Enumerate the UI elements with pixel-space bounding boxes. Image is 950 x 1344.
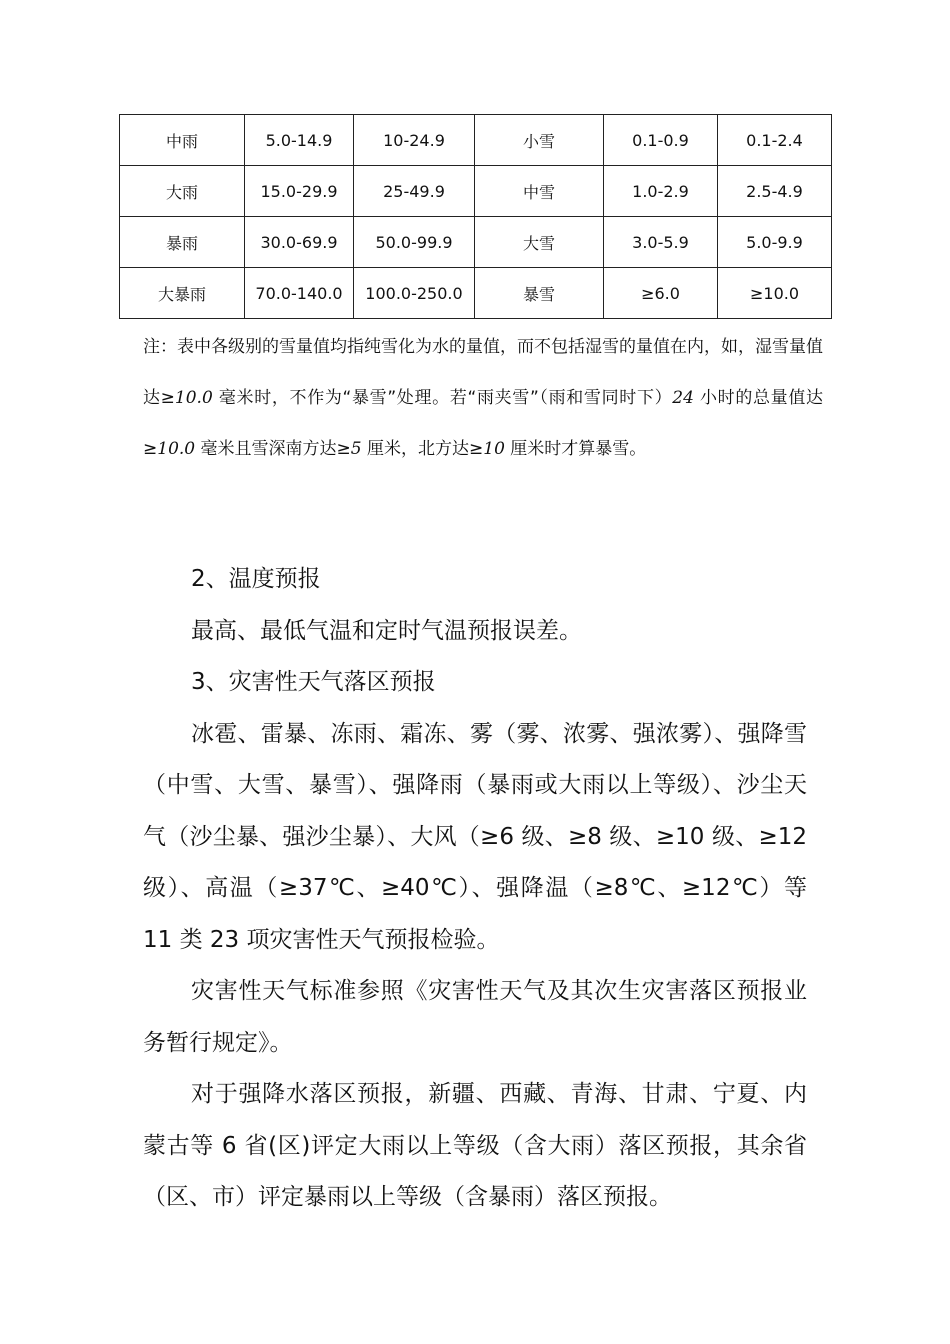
note-text-2: 毫米时，不作为“暴雪”处理。若“雨夹雪”（雨和雪同时下） <box>212 388 673 408</box>
table-cell: 30.0-69.9 <box>245 217 354 268</box>
table-cell: ≥10.0 <box>718 268 832 319</box>
table-cell: ≥6.0 <box>604 268 718 319</box>
table-cell: 1.0-2.9 <box>604 166 718 217</box>
note-number-3: 10.0 <box>157 439 196 459</box>
table-row <box>120 115 832 166</box>
table-cell: 大雨 <box>120 166 245 217</box>
paragraph-heavy-rain-area: 对于强降水落区预报，新疆、西藏、青海、甘肃、宁夏、内蒙古等 6 省(区)评定大雨以上等级（含大雨）落区预报，其余省（区、市）评定暴雨以上等级（含暴雨）落区预报。 <box>143 1081 807 1210</box>
table-cell: 5.0-14.9 <box>245 115 354 166</box>
note-number-4: 5 <box>350 439 362 459</box>
table-cell: 中雪 <box>475 166 604 217</box>
table-cell: 100.0-250.0 <box>354 268 475 319</box>
table-cell: 25-49.9 <box>354 166 475 217</box>
note-number-1: 10.0 <box>174 388 213 408</box>
table-cell: 大暴雨 <box>120 268 245 319</box>
table-cell: 15.0-29.9 <box>245 166 354 217</box>
precipitation-grade-table <box>119 114 832 319</box>
note-text-1: 注：表中各级别的雪量值均指纯雪化为水的量值，而不包括湿雪的量值在内，如，湿雪量值达≥ <box>143 337 823 408</box>
paragraph-standard-reference: 灾害性天气标准参照《灾害性天气及其次生灾害落区预报业务暂行规定》。 <box>143 978 807 1056</box>
note-text-4: 毫米且雪深南方达≥ <box>195 439 351 459</box>
table-cell: 0.1-2.4 <box>718 115 832 166</box>
document-body <box>143 554 807 1224</box>
section-3-heading: 3、灾害性天气落区预报 <box>191 669 436 695</box>
section-2-heading: 2、温度预报 <box>191 566 321 592</box>
table-cell: 70.0-140.0 <box>245 268 354 319</box>
table-cell: 暴雪 <box>475 268 604 319</box>
table-cell: 大雪 <box>475 217 604 268</box>
table-row <box>120 268 832 319</box>
note-text-6: 厘米时才算暴雪。 <box>504 439 647 459</box>
section-2-text: 最高、最低气温和定时气温预报误差。 <box>191 617 582 644</box>
table-cell: 2.5-4.9 <box>718 166 832 217</box>
table-row <box>120 217 832 268</box>
table-body <box>120 115 832 319</box>
table-cell: 3.0-5.9 <box>604 217 718 268</box>
note-number-5: 10 <box>483 439 505 459</box>
note-text-3: 小时的总量值达≥ <box>143 388 823 459</box>
paragraph-hazard-types: 冰雹、雷暴、冻雨、霜冻、雾（雾、浓雾、强浓雾）、强降雪（中雪、大雪、暴雪）、强降雨（暴雨或大雨以上等级）、沙尘天气（沙尘暴、强沙尘暴）、大风（≥6 级、≥8 级、≥10 级、≥12 级）、高温（≥37℃、≥40℃）、强降温（≥8℃、≥12℃）等 11 类 23 项灾害性天气预报检验。 <box>143 720 807 953</box>
note-text-5: 厘米，北方达≥ <box>361 439 484 459</box>
table-cell: 暴雨 <box>120 217 245 268</box>
table-note <box>143 322 823 475</box>
note-number-2: 24 <box>672 388 694 408</box>
table-cell: 中雨 <box>120 115 245 166</box>
table-cell: 小雪 <box>475 115 604 166</box>
table-cell: 0.1-0.9 <box>604 115 718 166</box>
table-cell: 50.0-99.9 <box>354 217 475 268</box>
table-row <box>120 166 832 217</box>
table-cell: 5.0-9.9 <box>718 217 832 268</box>
table-cell: 10-24.9 <box>354 115 475 166</box>
